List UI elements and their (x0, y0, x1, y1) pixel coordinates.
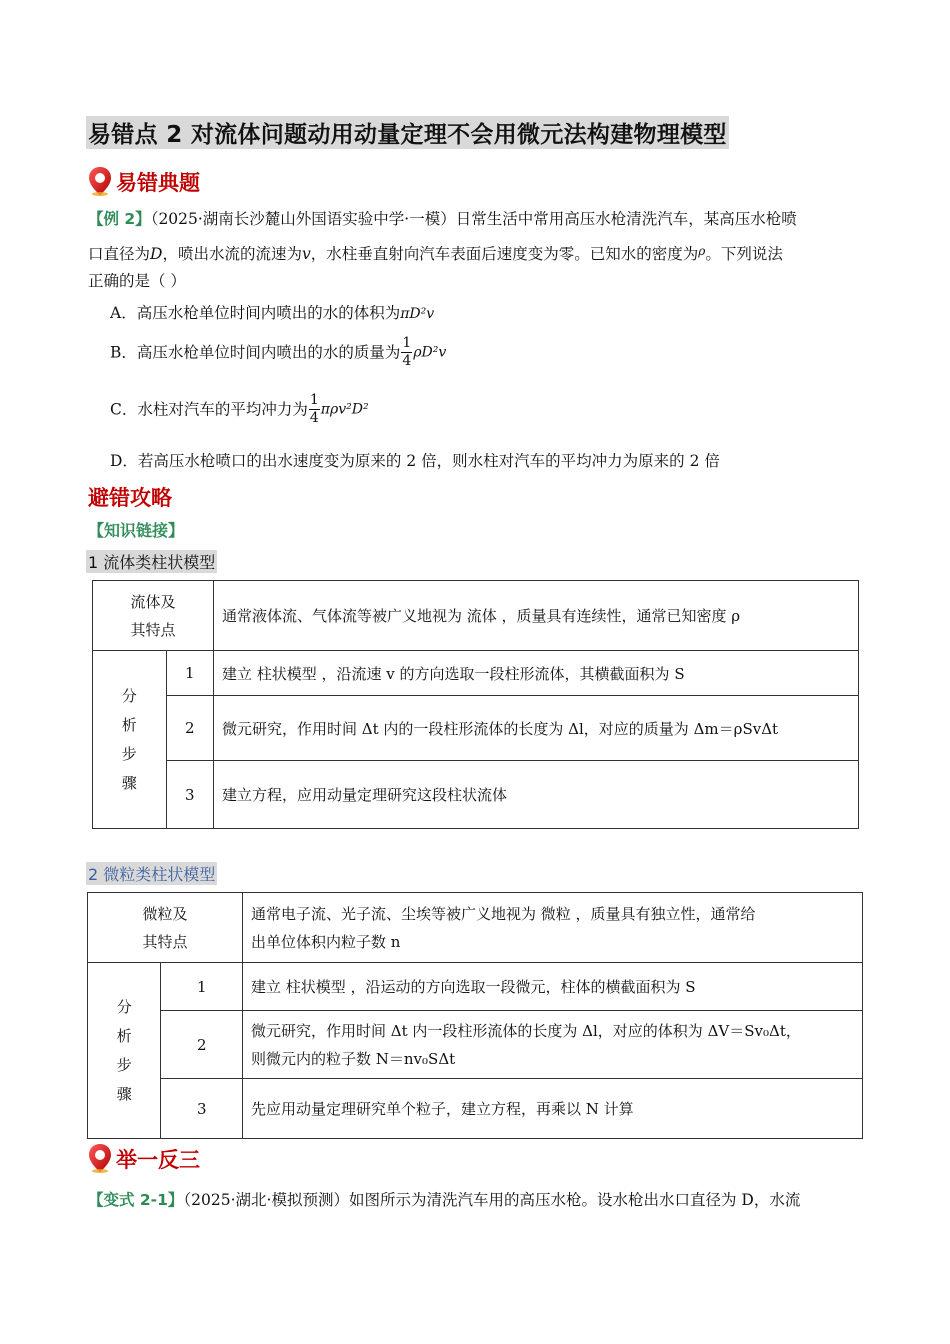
step-text: 建立 柱状模型 ，沿流速 v 的方向选取一段柱形流体，其横截面积为 S (214, 651, 859, 696)
section-heading-practice: 举一反三 (88, 1143, 200, 1174)
example-line-3: 正确的是（ ） (88, 272, 186, 290)
table-cell: 微粒及 其特点 (88, 893, 243, 963)
step-text: 先应用动量定理研究单个粒子，建立方程，再乘以 N 计算 (243, 1079, 863, 1139)
step-text: 微元研究，作用时间 Δt 内一段柱形流体的长度为 Δl，对应的体积为 ΔV＝Sv₀Δt， 则微元内的粒子数 N＝nv₀SΔt (243, 1011, 863, 1079)
model1-table (92, 580, 859, 829)
step-number: 1 (166, 651, 213, 696)
model1-heading: 1 流体类柱状模型 (86, 550, 217, 573)
option-a[interactable]: A．高压水枪单位时间内喷出的水的体积为πD²v (110, 304, 435, 322)
option-d[interactable]: D．若高压水枪喷口的出水速度变为原来的 2 倍，则水柱对汽车的平均冲力为原来的 2 倍 (110, 452, 720, 470)
location-pin-icon (88, 166, 112, 196)
step-text: 建立方程，应用动量定理研究这段柱状流体 (214, 761, 859, 829)
step-text: 微元研究，作用时间 Δt 内的一段柱形流体的长度为 Δl，对应的质量为 Δm＝ρSvΔt (214, 696, 859, 761)
fraction: $\frac{1}{4}$ (309, 392, 319, 426)
steps-label: 分 析 步 骤 (93, 651, 167, 829)
step-number: 3 (166, 761, 213, 829)
step-number: 2 (161, 1011, 243, 1079)
steps-label: 分 析 步 骤 (88, 963, 161, 1139)
variant-line: 【变式 2-1】（2025·湖北·模拟预测）如图所示为清洗汽车用的高压水枪。设水枪出水口直径为 D，水流 (88, 1191, 801, 1209)
step-number: 1 (161, 963, 243, 1011)
page-title: 易错点 2 对流体问题动用动量定理不会用微元法构建物理模型 (86, 116, 729, 149)
location-pin-icon (88, 1143, 112, 1173)
example-line-2: 口直径为D，喷出水流的流速为v，水柱垂直射向汽车表面后速度变为零。已知水的密度为$^\rho$。下列说法 (88, 244, 783, 263)
step-text: 建立 柱状模型 ，沿运动的方向选取一段微元，柱体的横截面积为 S (243, 963, 863, 1011)
section-heading-typical: 易错典题 (88, 166, 200, 197)
fraction: $\frac{1}{4}$ (402, 335, 412, 369)
table-cell: 通常电子流、光子流、尘埃等被广义地视为 微粒 ，质量具有独立性，通常给 出单位体积内粒子数 n (243, 893, 863, 963)
table-cell: 通常液体流、气体流等被广义地视为 流体 ，质量具有连续性，通常已知密度 ρ (214, 581, 859, 651)
step-number: 2 (166, 696, 213, 761)
option-c[interactable]: C．水柱对汽车的平均冲力为 $\frac{1}{4}$ πρv²D² (110, 392, 369, 426)
option-b[interactable]: B．高压水枪单位时间内喷出的水的质量为 $\frac{1}{4}$ ρD²v (110, 335, 447, 369)
model2-table (87, 892, 863, 1139)
section-heading-strategy: 避错攻略 (88, 486, 172, 510)
table-cell: 流体及 其特点 (93, 581, 214, 651)
step-number: 3 (161, 1079, 243, 1139)
knowledge-link-tag: 【知识链接】 (88, 521, 185, 540)
model2-heading: 2 微粒类柱状模型 (86, 862, 217, 885)
example-line-1: 【例 2】（2025·湖南长沙麓山外国语实验中学·一模）日常生活中常用高压水枪清洗汽车，某高压水枪喷 (88, 210, 797, 228)
